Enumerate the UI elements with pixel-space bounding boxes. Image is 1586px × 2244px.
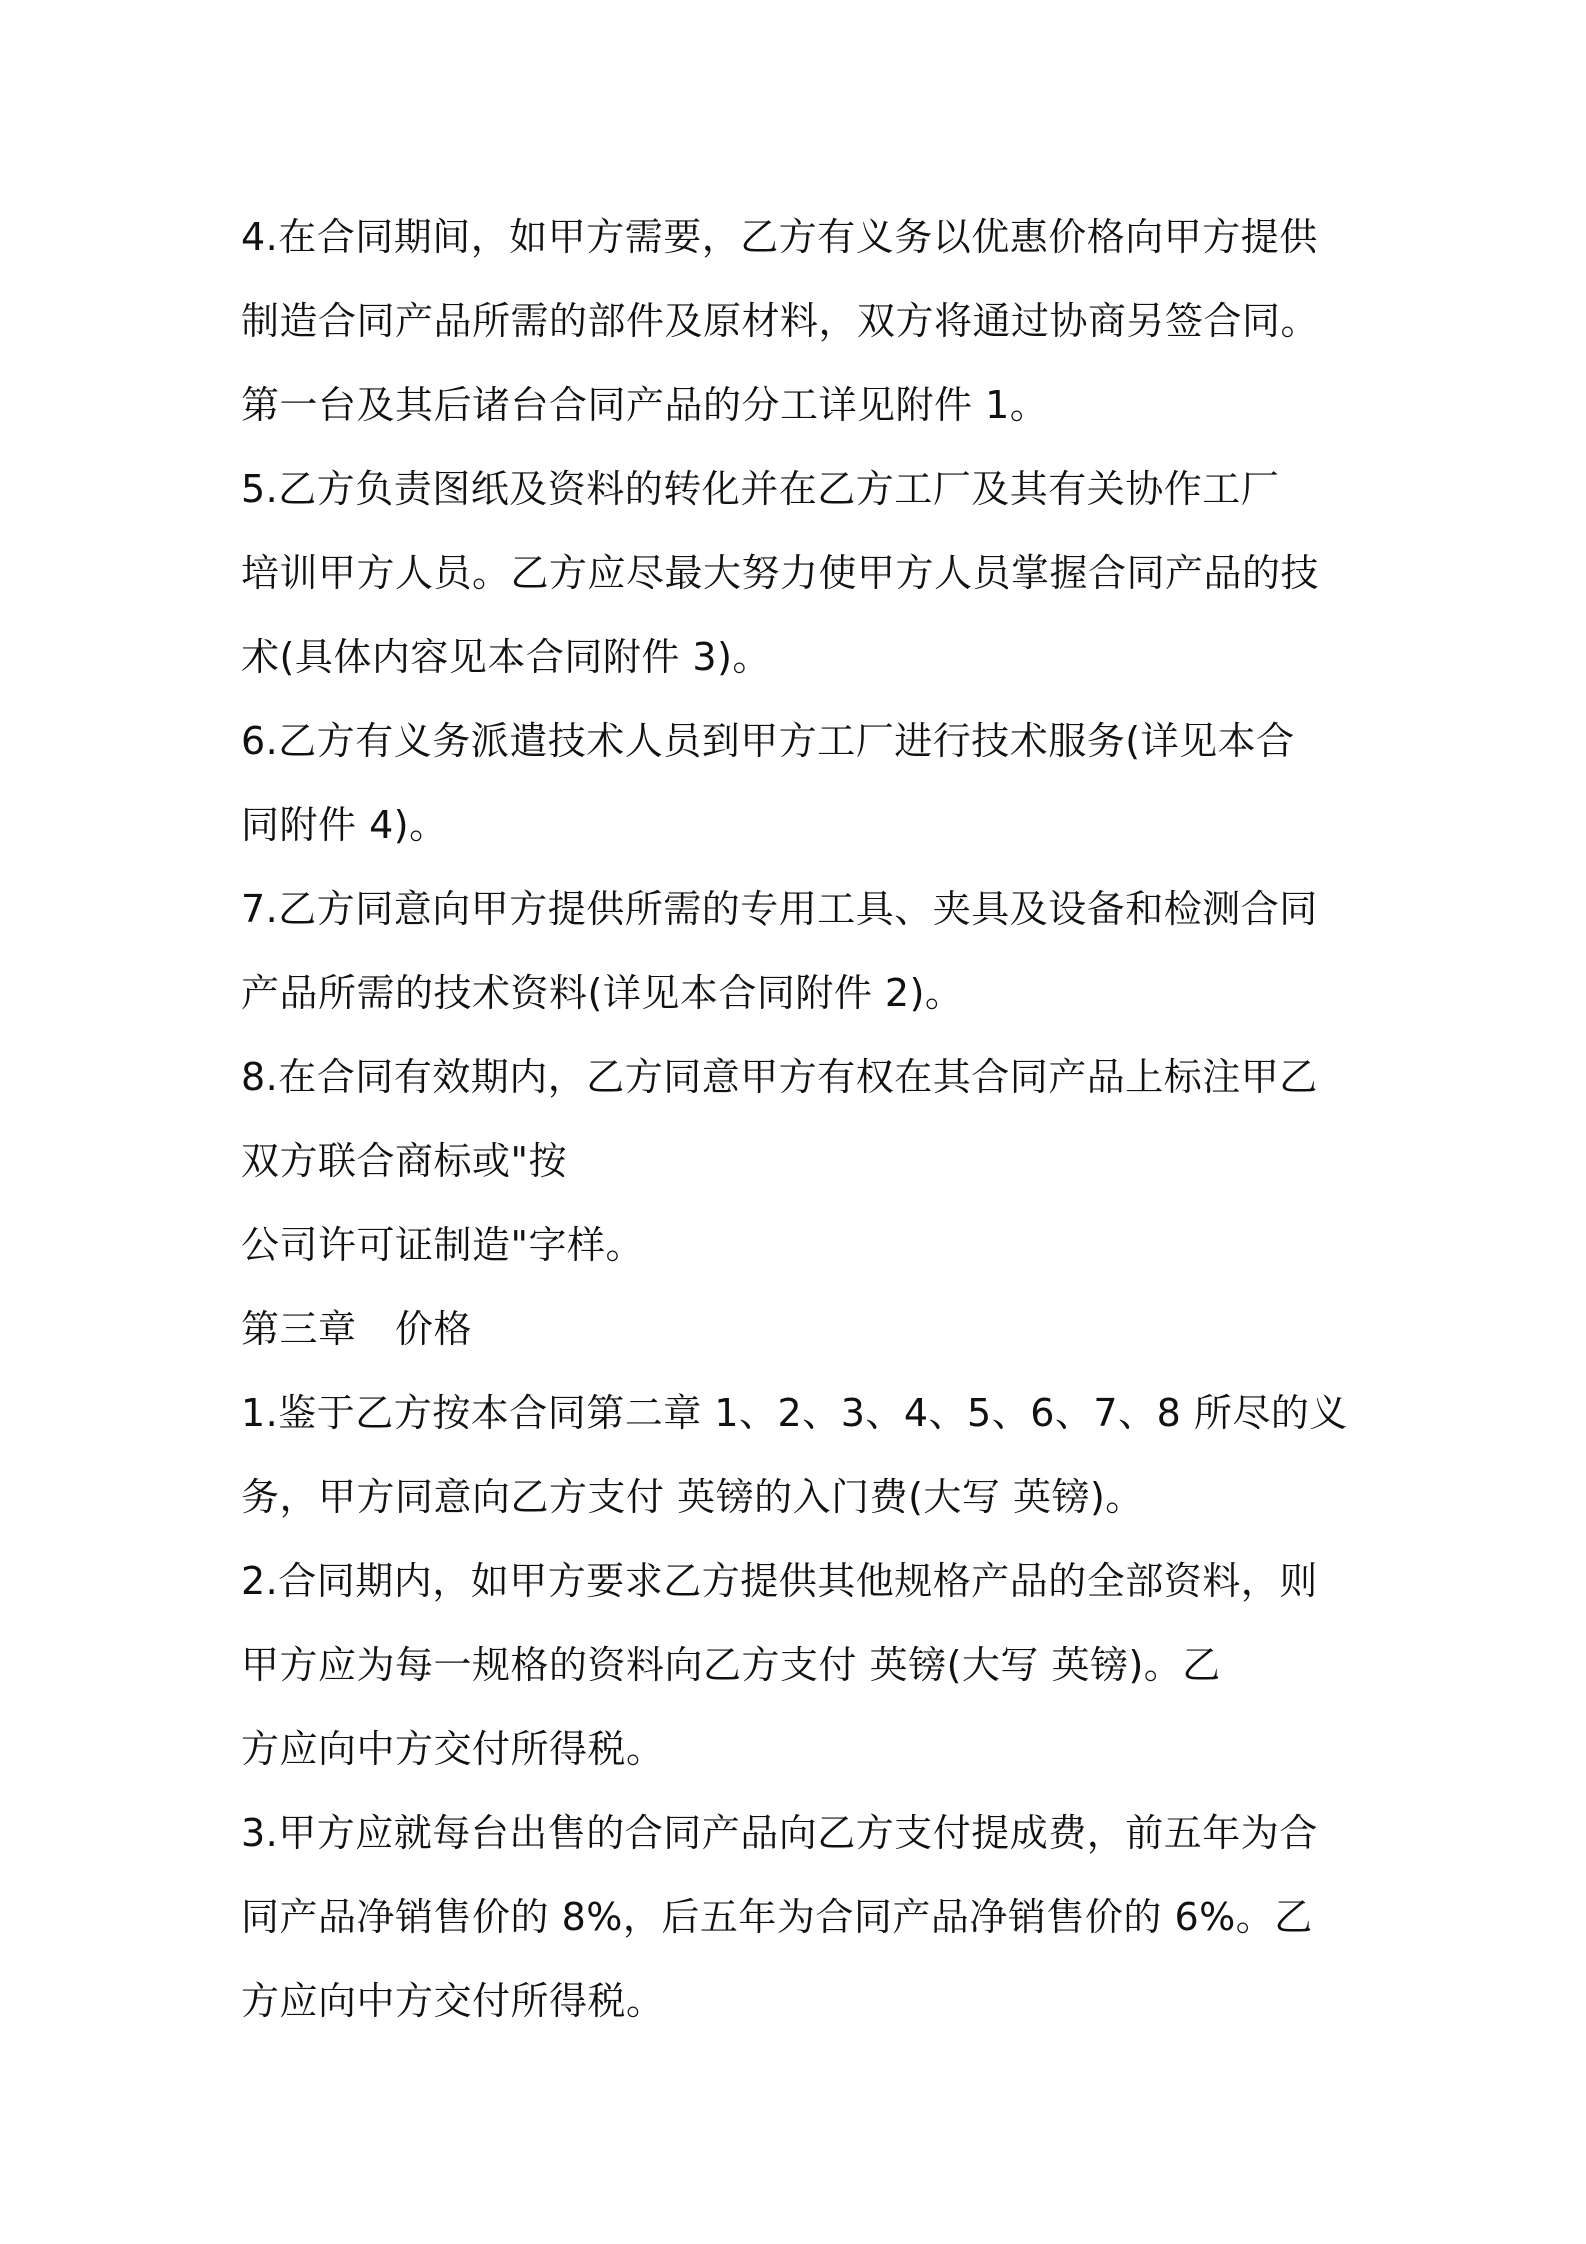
text-line: 2.合同期内，如甲方要求乙方提供其他规格产品的全部资料，则: [241, 1559, 1318, 1603]
text-line: 6.乙方有义务派遣技术人员到甲方工厂进行技术服务(详见本合: [241, 719, 1295, 763]
text-line: 4.在合同期间，如甲方需要，乙方有义务以优惠价格向甲方提供: [241, 215, 1318, 259]
text-line: 同产品净销售价的 8%，后五年为合同产品净销售价的 6%。乙: [241, 1895, 1313, 1939]
text-line: 制造合同产品所需的部件及原材料，双方将通过协商另签合同。: [241, 299, 1320, 343]
text-line: 方应向中方交付所得税。: [241, 1979, 665, 2023]
text-line: 甲方应为每一规格的资料向乙方支付 英镑(大写 英镑)。乙: [241, 1643, 1221, 1687]
text-line: 双方联合商标或"按: [241, 1139, 567, 1183]
document-body: [241, 195, 1361, 2043]
text-line: 同附件 4)。: [241, 803, 448, 847]
text-line: 3.甲方应就每台出售的合同产品向乙方支付提成费，前五年为合: [241, 1811, 1318, 1855]
text-line: 培训甲方人员。乙方应尽最大努力使甲方人员掌握合同产品的技: [241, 551, 1320, 595]
text-line: 7.乙方同意向甲方提供所需的专用工具、夹具及设备和检测合同: [241, 887, 1318, 931]
text-line: 第一台及其后诸台合同产品的分工详见附件 1。: [241, 383, 1049, 427]
chapter-heading: 第三章 价格: [241, 1307, 473, 1351]
text-line: 方应向中方交付所得税。: [241, 1727, 665, 1771]
text-line: 5.乙方负责图纸及资料的转化并在乙方工厂及其有关协作工厂: [241, 467, 1280, 511]
text-line: 产品所需的技术资料(详见本合同附件 2)。: [241, 971, 964, 1015]
text-line: 1.鉴于乙方按本合同第二章 1、2、3、4、5、6、7、8 所尽的义: [241, 1391, 1348, 1435]
text-line: 公司许可证制造"字样。: [241, 1223, 644, 1267]
text-line: 术(具体内容见本合同附件 3)。: [241, 635, 771, 679]
text-line: 务，甲方同意向乙方支付 英镑的入门费(大写 英镑)。: [241, 1475, 1144, 1519]
text-line: 8.在合同有效期内，乙方同意甲方有权在其合同产品上标注甲乙: [241, 1055, 1318, 1099]
